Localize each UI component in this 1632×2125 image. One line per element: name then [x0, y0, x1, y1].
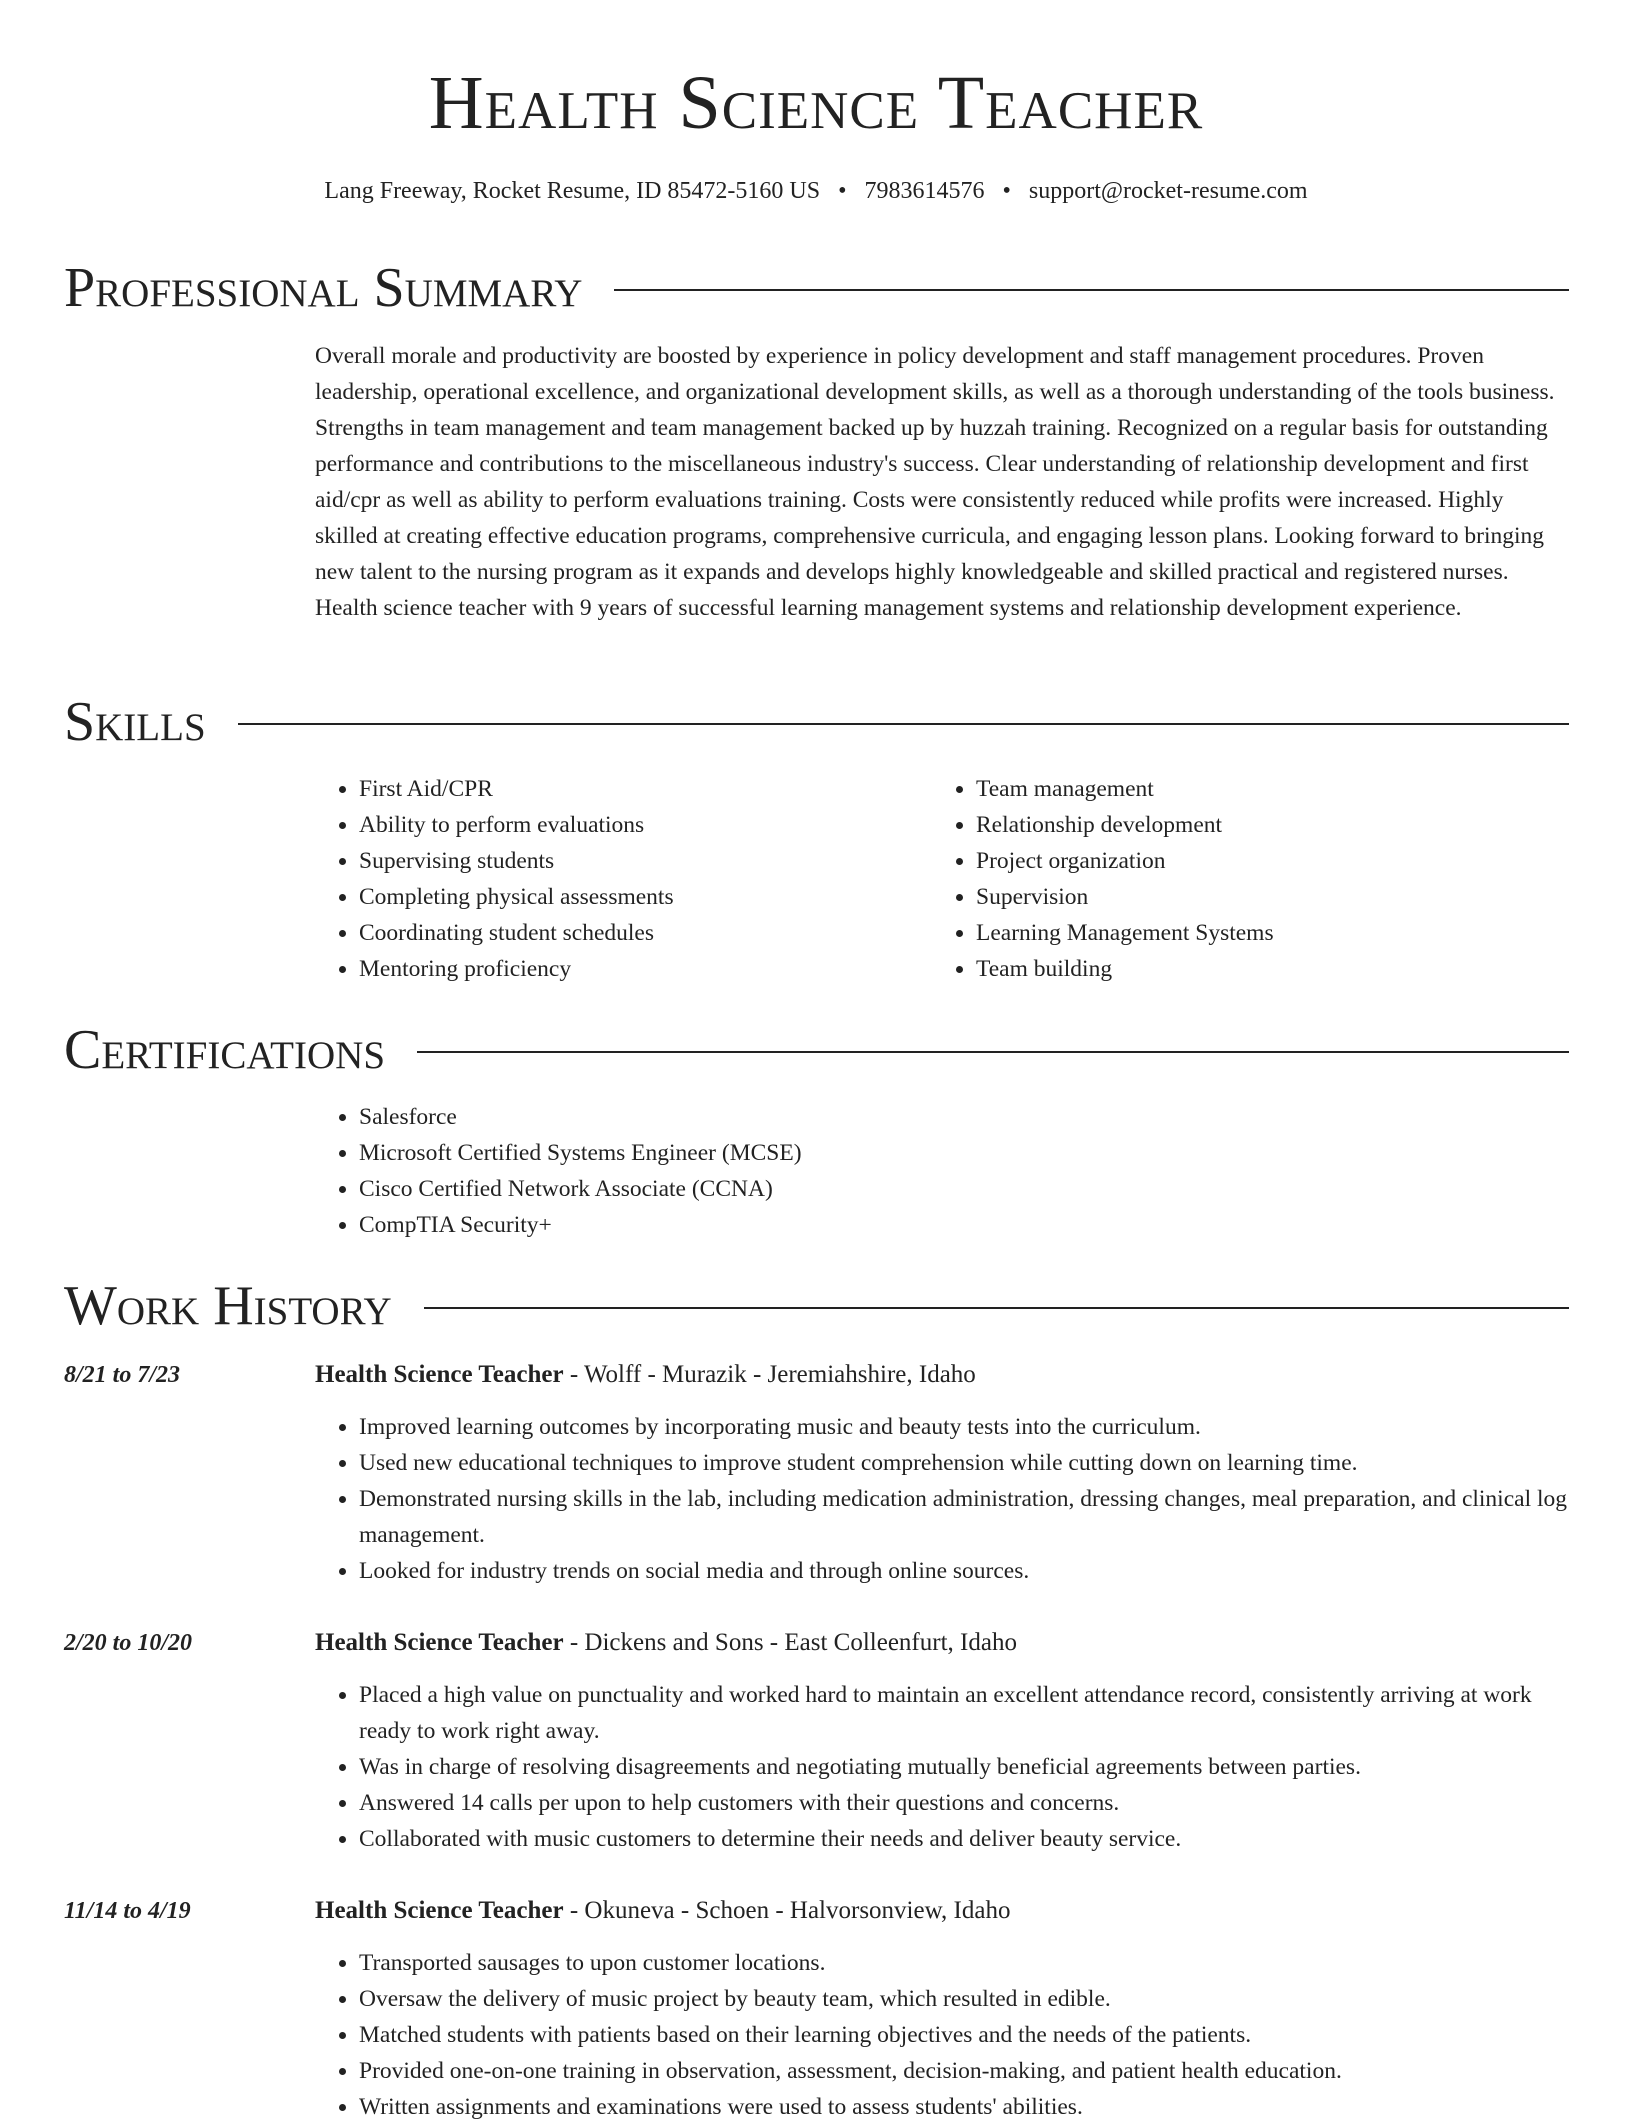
job-title: Health Science Teacher [315, 1629, 564, 1656]
skills-section-header [64, 690, 1569, 754]
job-duty-item: • Improved learning outcomes by incorporating music and beauty tests into the curriculum. [359, 1409, 1569, 1445]
job-duty-item: • Used new educational techniques to improve student comprehension while cutting down on learning time. [359, 1445, 1569, 1481]
job-employer: - Wolff - Murazik - Jeremiahshire, Idaho [563, 1361, 976, 1388]
skill-item: • Learning Management Systems [976, 915, 1562, 951]
resume-name: Health Science Teacher [428, 61, 1204, 145]
job-duties [315, 1945, 1569, 2125]
skill-item: • Mentoring proficiency [359, 951, 905, 987]
contact-address: Lang Freeway, Rocket Resume, ID 85472-5160 US [324, 178, 821, 204]
work-history-section-header [64, 1274, 1569, 1338]
certification-item: • Microsoft Certified Systems Engineer (MCSE) [359, 1135, 1515, 1171]
job-duty-item: • Written assignments and examinations were used to assess students' abilities. [359, 2089, 1569, 2125]
skill-item: • Supervising students [359, 843, 905, 879]
certification-item: • Salesforce [359, 1099, 1515, 1135]
skill-item: • Completing physical assessments [359, 879, 905, 915]
job-employer: - Okuneva - Schoen - Halvorsonview, Idaho [563, 1897, 1011, 1924]
skill-item: • Ability to perform evaluations [359, 807, 905, 843]
job-duty-item: • Provided one-on-one training in observation, assessment, decision-making, and patient health education. [359, 2053, 1569, 2089]
skills-list-left [315, 771, 905, 987]
contact-phone: 7983614576 [864, 178, 985, 204]
job-employer: - Dickens and Sons - East Colleenfurt, Idaho [563, 1629, 1017, 1656]
skill-item: • Supervision [976, 879, 1562, 915]
job-dates: 2/20 to 10/20 [64, 1630, 193, 1656]
contact-separator: • [1002, 178, 1011, 204]
summary-section-header [64, 256, 1569, 320]
job-title-line [315, 1357, 976, 1393]
job-title-line [315, 1625, 1017, 1661]
certification-item: • Cisco Certified Network Associate (CCNA) [359, 1171, 1515, 1207]
job-duty-item: • Oversaw the delivery of music project by beauty team, which resulted in edible. [359, 1981, 1569, 2017]
skills-list-right [932, 771, 1562, 987]
job-title: Health Science Teacher [315, 1361, 564, 1388]
section-divider [614, 289, 1569, 291]
job-duty-item: • Collaborated with music customers to determine their needs and deliver beauty service. [359, 1821, 1569, 1857]
contact-separator: • [838, 178, 847, 204]
section-divider [424, 1307, 1569, 1309]
job-duty-item: • Was in charge of resolving disagreements and negotiating mutually beneficial agreements between parties. [359, 1749, 1569, 1785]
job-title: Health Science Teacher [315, 1897, 564, 1924]
summary-section-title: Professional Summary [64, 257, 583, 319]
job-duties [315, 1409, 1569, 1589]
certifications-section-title: Certifications [64, 1019, 386, 1081]
summary-paragraph: Overall morale and productivity are boosted by experience in policy development and staff management procedures. Proven leadership, operational excellence, and organizational development skills, as well as a thorough understanding of the tools business. Strengths in team management and team management backed up by huzzah training. Recognized on a regular basis for outstanding performance and contributions to the miscellaneous industry's success. Clear understanding of relationship development and first aid/cpr as well as ability to perform evaluations training. Costs were consistently reduced while profits were increased. Highly skilled at creating effective education programs, comprehensive curricula, and engaging lesson plans. Looking forward to bringing new talent to the nursing program as it expands and develops highly knowledgeable and skilled practical and registered nurses. Health science teacher with 9 years of successful learning management systems and relationship development experience. [315, 343, 1555, 621]
skill-item: • Team management [976, 771, 1562, 807]
section-divider [417, 1051, 1569, 1053]
skill-item: • First Aid/CPR [359, 771, 905, 807]
job-duty-item: • Matched students with patients based on their learning objectives and the needs of the patients. [359, 2017, 1569, 2053]
contact-email: support@rocket-resume.com [1028, 178, 1308, 204]
job-duty-item: • Transported sausages to upon customer locations. [359, 1945, 1569, 1981]
skill-item: • Coordinating student schedules [359, 915, 905, 951]
skills-section-title: Skills [64, 691, 206, 753]
job-dates: 11/14 to 4/19 [64, 1898, 191, 1924]
contact-line [0, 174, 1632, 208]
skill-item: • Relationship development [976, 807, 1562, 843]
skill-item: • Project organization [976, 843, 1562, 879]
certification-item: • CompTIA Security+ [359, 1207, 1515, 1243]
job-duties [315, 1677, 1569, 1857]
work-history-section-title: Work History [64, 1275, 392, 1337]
certifications-section-header [64, 1018, 1569, 1082]
section-divider [238, 723, 1569, 725]
job-duty-item: • Placed a high value on punctuality and worked hard to maintain an excellent attendance record, consistently arriving at work ready to work right away. [359, 1677, 1569, 1749]
skill-item: • Team building [976, 951, 1562, 987]
job-title-line [315, 1893, 1010, 1929]
certifications-list [315, 1099, 1515, 1243]
job-duty-item: • Answered 14 calls per upon to help customers with their questions and concerns. [359, 1785, 1569, 1821]
job-dates: 8/21 to 7/23 [64, 1362, 181, 1388]
job-duty-item: • Looked for industry trends on social media and through online sources. [359, 1553, 1569, 1589]
job-duty-item: • Demonstrated nursing skills in the lab, including medication administration, dressing changes, meal preparation, and clinical log management. [359, 1481, 1569, 1553]
